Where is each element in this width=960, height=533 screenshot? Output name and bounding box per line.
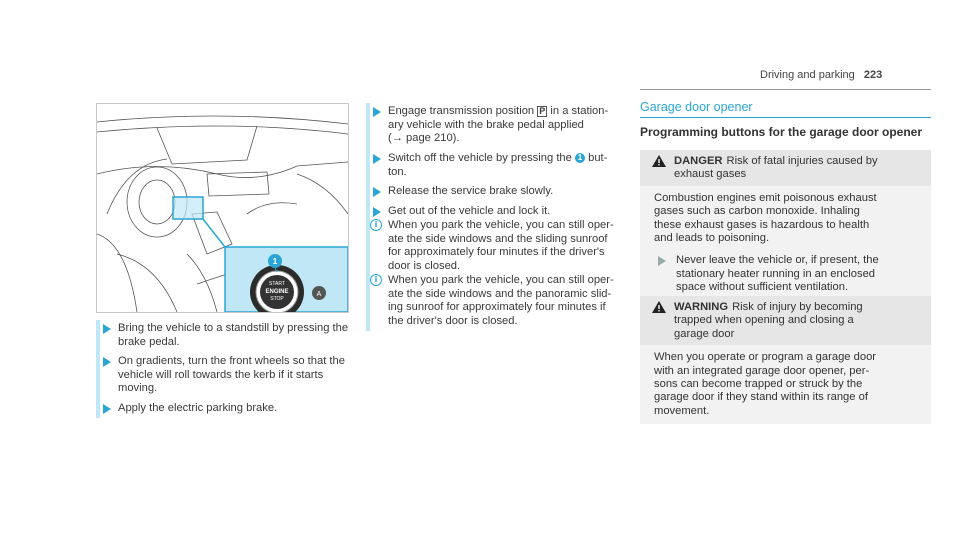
step-item <box>366 152 653 179</box>
section-divider <box>640 117 931 118</box>
cockpit-drawing <box>97 104 348 312</box>
warning-heading-text: Risk of injury by becoming <box>732 301 863 313</box>
step-text: Release the service brake slowly. <box>388 185 554 197</box>
danger-text: gases such as carbon monoxide. Inhaling <box>654 205 860 218</box>
danger-step <box>654 254 923 294</box>
danger-header <box>640 150 931 186</box>
callout-icon: 1 <box>575 153 585 163</box>
warning-label: WARNING <box>674 301 729 313</box>
note-text: for approximately four minutes if the driver's <box>388 246 605 259</box>
step-arrow-icon <box>658 256 666 266</box>
page-reference-link[interactable]: (→ page 210). <box>388 132 460 145</box>
step-arrow-icon <box>373 207 381 217</box>
danger-step-text: Never leave the vehicle or, if present, the <box>676 254 879 267</box>
info-icon: i <box>370 274 382 286</box>
warning-text: with an integrated garage door opener, per- <box>654 364 870 377</box>
step-text: ton. <box>388 165 407 178</box>
danger-step-text: stationary heater running in an enclosed <box>676 267 876 280</box>
warning-text: movement. <box>654 404 710 417</box>
note-text: door is closed. <box>388 259 461 272</box>
warning-text: garage door if they stand within its range of <box>654 391 868 404</box>
step-item <box>96 402 378 416</box>
callout-number: 1 <box>272 257 278 266</box>
warning-header <box>640 296 931 345</box>
note-text: ate the side windows and the panoramic slid- <box>388 287 612 300</box>
danger-heading-text: exhaust gases <box>674 168 747 181</box>
info-icon: i <box>370 219 382 231</box>
step-text: Bring the vehicle to a standstill by pressing the <box>118 322 349 334</box>
danger-step-text: space without sufficient ventilation. <box>676 281 849 294</box>
step-item <box>96 322 378 349</box>
danger-label: DANGER <box>674 155 723 167</box>
info-note <box>366 274 653 328</box>
step-text: Apply the electric parking brake. <box>118 402 278 414</box>
danger-box <box>640 150 931 301</box>
step-arrow-icon <box>373 154 381 164</box>
danger-heading-text: Risk of fatal injuries caused by <box>726 155 878 167</box>
warning-triangle-icon <box>652 301 666 317</box>
danger-body <box>640 186 931 301</box>
section-name: Driving and parking <box>760 69 855 81</box>
danger-text: these exhaust gases is hazardous to health <box>654 218 870 231</box>
step-arrow-icon <box>373 107 381 117</box>
auto-symbol: A <box>316 291 322 298</box>
info-note <box>366 219 653 273</box>
danger-text: Combustion engines emit poisonous exhaust <box>654 191 877 204</box>
cockpit-illustration <box>96 103 349 313</box>
step-arrow-icon <box>103 357 111 367</box>
step-text: but- <box>588 152 608 164</box>
warning-body <box>640 345 931 424</box>
note-text: When you park the vehicle, you can still oper- <box>388 219 614 231</box>
highlight-area <box>173 197 203 219</box>
note-text: ing sunroof for approximately four minutes if <box>388 301 606 314</box>
park-position-symbol: P <box>539 106 546 116</box>
note-text: When you park the vehicle, you can still oper- <box>388 274 614 286</box>
button-label-stop: STOP <box>270 296 284 302</box>
step-item <box>366 185 653 199</box>
subsection-title: Programming buttons for the garage door opener <box>640 125 923 139</box>
warning-triangle-icon <box>652 155 666 171</box>
step-arrow-icon <box>103 324 111 334</box>
step-text: moving. <box>118 382 158 395</box>
warning-text: When you operate or program a garage door <box>654 351 877 364</box>
step-item <box>366 105 653 146</box>
step-text: ary vehicle with the brake pedal applied <box>388 118 584 131</box>
step-text: On gradients, turn the front wheels so that the <box>118 355 345 367</box>
step-text: Get out of the vehicle and lock it. <box>388 205 551 217</box>
button-label-engine: ENGINE <box>265 289 289 295</box>
step-item <box>366 205 653 219</box>
running-header <box>760 69 930 81</box>
step-text: in a station- <box>550 105 609 117</box>
warning-text: sons can become trapped or struck by the <box>654 378 863 391</box>
note-text: the driver's door is closed. <box>388 314 518 327</box>
step-text: Switch off the vehicle by pressing the <box>388 152 572 164</box>
step-text: Engage transmission position <box>388 105 535 117</box>
note-text: ate the side windows and the sliding sunroof <box>388 232 608 245</box>
warning-box <box>640 296 931 424</box>
auto-start-stop-button <box>312 286 326 300</box>
step-arrow-icon <box>373 187 381 197</box>
header-divider <box>640 89 931 90</box>
warning-heading-text: garage door <box>674 327 735 340</box>
button-label-start: START <box>269 281 285 287</box>
warning-heading-text: trapped when opening and closing a <box>674 314 854 327</box>
step-text: vehicle will roll towards the kerb if it starts <box>118 368 324 381</box>
page-number: 223 <box>863 69 883 81</box>
step-arrow-icon <box>103 404 111 414</box>
danger-text: and leads to poisoning. <box>654 232 770 245</box>
step-item <box>96 355 378 396</box>
step-text: brake pedal. <box>118 335 180 348</box>
section-title: Garage door opener <box>640 100 753 114</box>
